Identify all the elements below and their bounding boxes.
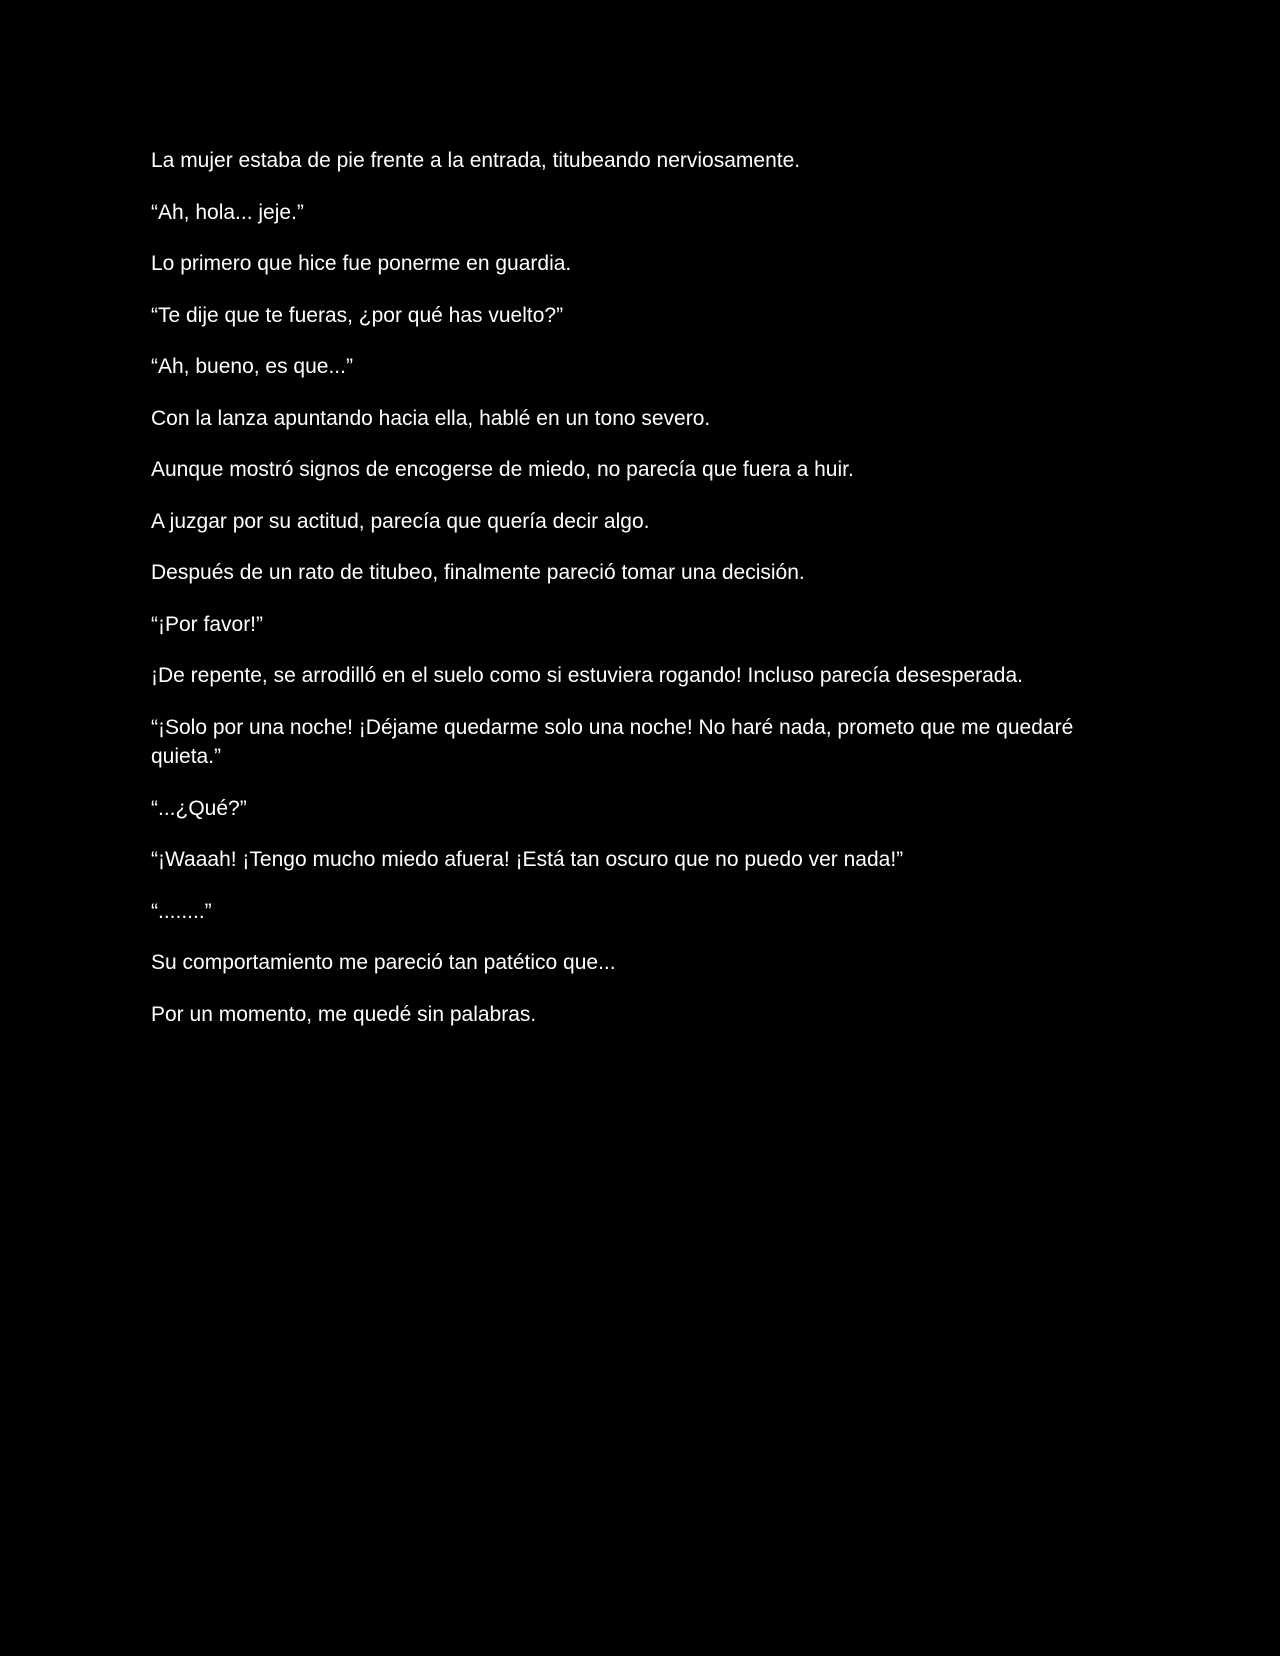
paragraph-8: A juzgar por su actitud, parecía que quería decir algo.: [151, 509, 650, 533]
paragraph-12: “¡Solo por una noche! ¡Déjame quedarme solo una noche! No haré nada, prometo que me quedaré quieta.”: [151, 715, 1074, 768]
paragraph-2: “Ah, hola... jeje.”: [151, 200, 304, 224]
paragraph-3: Lo primero que hice fue ponerme en guardia.: [151, 252, 572, 275]
paragraph-17: Por un momento, me quedé sin palabras.: [151, 1002, 537, 1026]
paragraph-5: “Ah, bueno, es que...”: [151, 355, 353, 378]
paragraph-7: Aunque mostró signos de encogerse de miedo, no parecía que fuera a huir.: [151, 458, 854, 481]
paragraph-1: La mujer estaba de pie frente a la entrada, titubeando nerviosamente.: [151, 149, 801, 172]
paragraph-9: Después de un rato de titubeo, finalmente pareció tomar una decisión.: [151, 561, 805, 584]
paragraph-14: “¡Waaah! ¡Tengo mucho miedo afuera! ¡Está tan oscuro que no puedo ver nada!”: [151, 848, 904, 871]
paragraph-11: ¡De repente, se arrodilló en el suelo como si estuviera rogando! Incluso parecía desesperada.: [151, 664, 1024, 687]
paragraph-4: “Te dije que te fueras, ¿por qué has vuelto?”: [151, 303, 564, 327]
paragraph-13: “...¿Qué?”: [151, 796, 247, 820]
paragraph-10: “¡Por favor!”: [151, 612, 264, 636]
paragraph-15: “........”: [151, 899, 212, 923]
paragraph-16: Su comportamiento me pareció tan patético que...: [151, 951, 616, 974]
paragraph-6: Con la lanza apuntando hacia ella, hablé en un tono severo.: [151, 406, 711, 430]
